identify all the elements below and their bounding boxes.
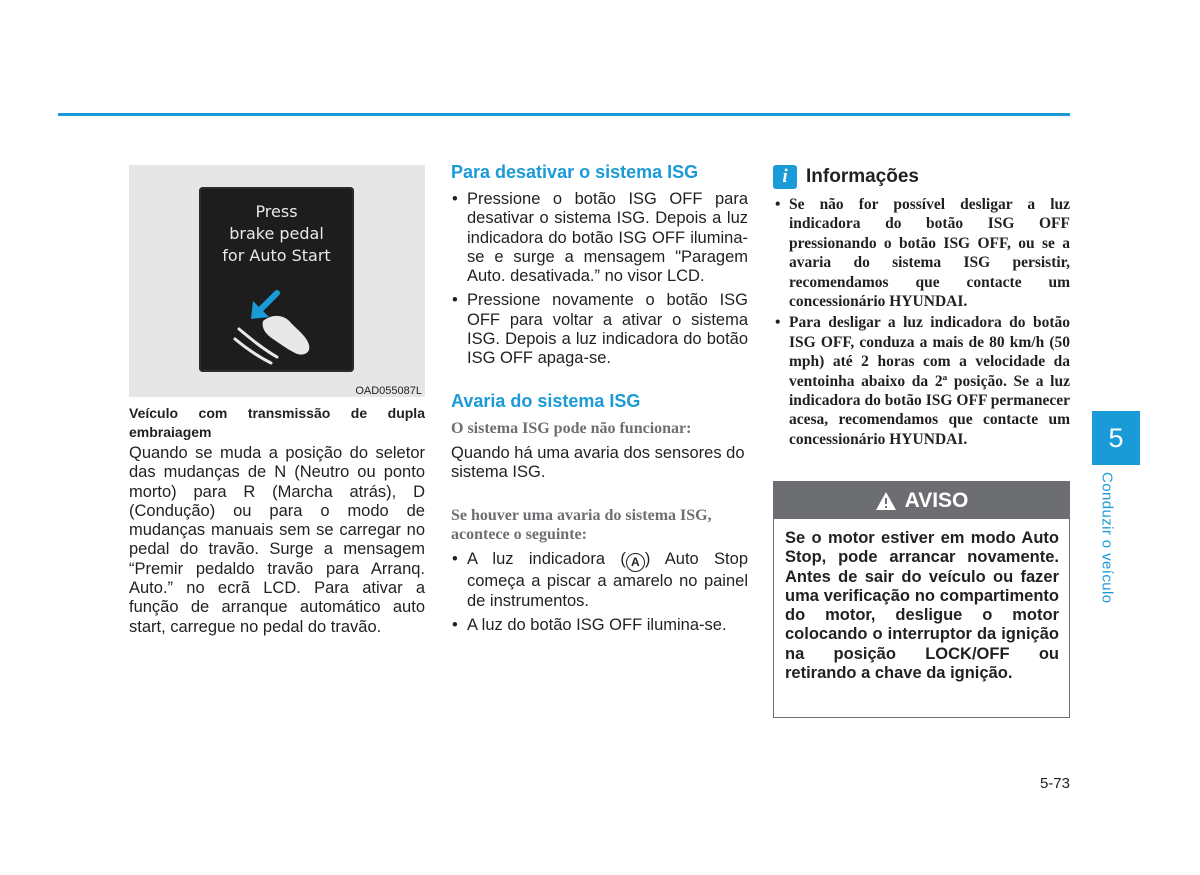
column1-body: Quando se muda a posição do seletor das mudanças de N (Neutro ou ponto morto) para R (Marcha atrás), D (Condução) ou para o modo de mudanças manuais sem se carregar no pedal do travão. Surge a mensagem “Premir pedaldo travão para Arranq. Auto.” no ecrã LCD. Para ativar a função de arranque automático auto start, carregue no pedal do travão. <box>129 444 425 636</box>
column-right <box>773 165 1070 451</box>
warning-triangle-icon <box>875 491 897 511</box>
list-item: • Pressione o botão ISG OFF para desativar o sistema ISG. Depois a luz indicadora do botão ISG OFF ilumina-se e surge a mensagem "Paragem Auto. desativada.” no visor LCD. <box>451 190 748 286</box>
column-left <box>129 165 425 637</box>
malfunction-list <box>451 550 748 635</box>
auto-stop-icon: A <box>626 553 645 572</box>
top-divider <box>58 113 1070 116</box>
list-item: • Pressione novamente o botão ISG OFF para voltar a ativar o sistema ISG. Depois a luz indicadora do botão ISG OFF apaga-se. <box>451 291 748 368</box>
column-middle <box>451 160 748 640</box>
heading-disable-isg: Para desativar o sistema ISG <box>451 162 699 182</box>
subheading-may-not-work: O sistema ISG pode não funcionar: <box>451 419 692 437</box>
malfunction-text: Quando há uma avaria dos sensores do sistema ISG. <box>451 443 745 481</box>
chapter-label: Conduzir o veículo <box>1098 472 1116 604</box>
chapter-tab: 5 <box>1092 411 1140 465</box>
warning-box <box>773 481 1070 718</box>
heading-isg-malfunction: Avaria do sistema ISG <box>451 390 641 411</box>
list-item: • Para desligar a luz indicadora do botão ISG OFF, conduza a mais de 80 km/h (50 mph) até 2 horas com a velocidade da ventoinha abaixo da 2ª posição. Se a luz indicadora do botão ISG OFF permanecer acesa, recomendamos que contacte um concessionário HYUNDAI. <box>773 313 1070 449</box>
warning-header <box>774 482 1069 519</box>
lcd-figure <box>129 165 425 397</box>
foot-on-brake-pedal-icon <box>229 287 324 367</box>
info-header <box>773 165 1070 189</box>
info-icon: i <box>773 165 797 189</box>
list-item: • A luz do botão ISG OFF ilumina-se. <box>451 616 748 635</box>
lcd-display <box>199 187 354 372</box>
subheading-if-malfunction: Se houver uma avaria do sistema ISG, acontece o seguinte: <box>451 507 712 544</box>
figure-code: OAD055087L <box>355 385 422 397</box>
list-item: • A luz indicadora ( A ) Auto Stop começa a piscar a amarelo no painel de instrumentos. <box>451 550 748 611</box>
figure-caption: Veículo com transmissão de dupla embraiagem <box>129 405 425 440</box>
page-number: 5-73 <box>1039 775 1070 792</box>
list-item: • Se não for possível desligar a luz indicadora do botão ISG OFF pressionando o botão ISG OFF, ou se a avaria do sistema ISG persistir, recomendamos que contacte um concessionário HYUNDAI. <box>773 195 1070 311</box>
warning-title: AVISO <box>904 488 969 512</box>
info-title: Informações <box>806 166 919 187</box>
lcd-message: Press brake pedal for Auto Start <box>222 202 331 265</box>
disable-isg-list <box>451 190 748 369</box>
warning-text: Se o motor estiver em modo Auto Stop, pode arrancar novamente. Antes de sair do veículo ou fazer uma verificação no compartimento do motor, desligue o motor colocando o interruptor da ignição na posição LOCK/OFF ou retirando a chave da ignição. <box>785 529 1059 683</box>
info-list <box>773 195 1070 449</box>
